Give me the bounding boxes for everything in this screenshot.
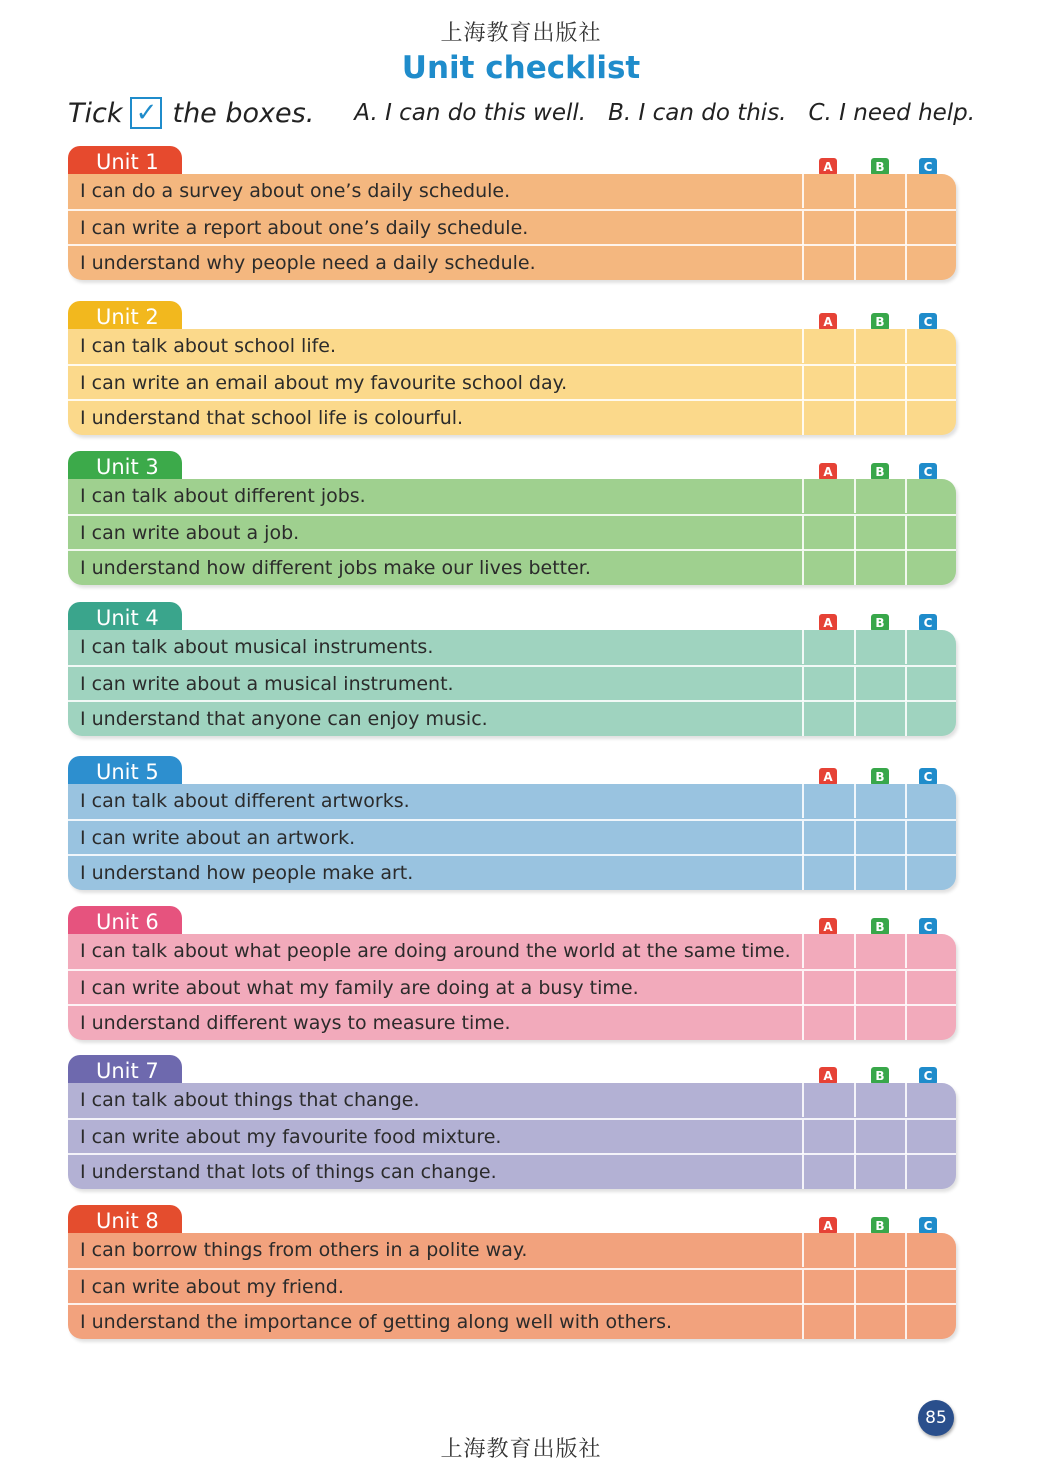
statement-text: I can write about my favourite food mixture. [80, 1126, 502, 1148]
rating-badge-c: C [919, 768, 937, 786]
unit-label-tab: Unit 4 [68, 602, 182, 640]
tick-box-b[interactable] [854, 1155, 904, 1189]
tick-box-c[interactable] [905, 246, 955, 280]
tick-box-b[interactable] [854, 246, 904, 280]
tick-example-checkbox: ✓ [130, 97, 162, 129]
statement-row [68, 1004, 956, 1040]
statement-text: I can talk about different artworks. [80, 790, 410, 812]
unit-block [68, 146, 956, 280]
tick-box-a[interactable] [802, 1120, 852, 1154]
tick-box-a[interactable] [802, 630, 852, 664]
statement-text: I can write about a job. [80, 522, 300, 544]
tick-box-a[interactable] [802, 702, 852, 736]
tick-box-a[interactable] [802, 329, 852, 363]
rating-badge-a: A [819, 768, 837, 786]
unit-label-tab: Unit 1 [68, 146, 182, 184]
statement-text: I understand that school life is colourful. [80, 407, 464, 429]
rating-badge-b: B [871, 313, 889, 331]
statement-row [68, 819, 956, 855]
tick-box-b[interactable] [854, 366, 904, 400]
statement-row [68, 1083, 956, 1117]
tick-box-a[interactable] [802, 1155, 852, 1189]
tick-box-c[interactable] [905, 1233, 955, 1267]
statement-text: I can write about an artwork. [80, 827, 356, 849]
tick-box-b[interactable] [854, 1083, 904, 1117]
statement-row [68, 969, 956, 1005]
tick-box-c[interactable] [905, 1006, 955, 1040]
unit-statement-table [68, 479, 956, 585]
rating-badge-c: C [919, 1067, 937, 1085]
unit-block [68, 602, 956, 736]
tick-box-c[interactable] [905, 1305, 955, 1339]
statement-row [68, 209, 956, 245]
statement-text: I understand why people need a daily schedule. [80, 252, 536, 274]
tick-box-b[interactable] [854, 821, 904, 855]
statement-text: I understand how different jobs make our lives better. [80, 557, 591, 579]
tick-box-b[interactable] [854, 856, 904, 890]
unit-statement-table [68, 1083, 956, 1189]
unit-label-tab: Unit 6 [68, 906, 182, 944]
tick-box-b[interactable] [854, 934, 904, 968]
rating-badge-a: A [819, 614, 837, 632]
tick-box-a[interactable] [802, 401, 852, 435]
tick-box-c[interactable] [905, 971, 955, 1005]
statement-row [68, 364, 956, 400]
unit-statement-table [68, 1233, 956, 1339]
tick-box-b[interactable] [854, 329, 904, 363]
rating-badge-a: A [819, 463, 837, 481]
rating-badge-c: C [919, 463, 937, 481]
tick-box-c[interactable] [905, 479, 955, 513]
tick-box-a[interactable] [802, 551, 852, 585]
rating-badge-c: C [919, 918, 937, 936]
tick-box-c[interactable] [905, 1120, 955, 1154]
rating-badge-a: A [819, 1217, 837, 1235]
tick-box-c[interactable] [905, 516, 955, 550]
tick-box-b[interactable] [854, 174, 904, 208]
statement-text: I can talk about musical instruments. [80, 636, 434, 658]
tick-box-b[interactable] [854, 516, 904, 550]
page-number: 85 [918, 1400, 954, 1436]
tick-box-a[interactable] [802, 784, 852, 818]
page-title: Unit checklist [401, 50, 641, 86]
statement-row [68, 514, 956, 550]
unit-statement-table [68, 174, 956, 280]
tick-box-a[interactable] [802, 1083, 852, 1117]
tick-box-a[interactable] [802, 856, 852, 890]
statement-text: I understand the importance of getting along well with others. [80, 1311, 673, 1333]
tick-box-c[interactable] [905, 366, 955, 400]
unit-label-tab: Unit 8 [68, 1205, 182, 1243]
statement-text: I understand different ways to measure time. [80, 1012, 511, 1034]
tick-box-c[interactable] [905, 784, 955, 818]
tick-box-c[interactable] [905, 1155, 955, 1189]
statement-row [68, 244, 956, 280]
unit-block [68, 1205, 956, 1339]
unit-statement-table [68, 630, 956, 736]
tick-box-c[interactable] [905, 934, 955, 968]
tick-box-c[interactable] [905, 821, 955, 855]
tick-box-b[interactable] [854, 667, 904, 701]
statement-row [68, 329, 956, 363]
tick-box-a[interactable] [802, 174, 852, 208]
statement-row [68, 1268, 956, 1304]
statement-text: I can write about what my family are doing at a busy time. [80, 977, 639, 999]
tick-box-c[interactable] [905, 856, 955, 890]
unit-label-tab: Unit 2 [68, 301, 182, 339]
option-c-text: C. I need help. [808, 100, 976, 126]
unit-block [68, 451, 956, 585]
tick-box-a[interactable] [802, 516, 852, 550]
statement-row [68, 1118, 956, 1154]
tick-box-b[interactable] [854, 1233, 904, 1267]
tick-box-b[interactable] [854, 551, 904, 585]
unit-label-tab: Unit 3 [68, 451, 182, 489]
tick-box-b[interactable] [854, 1270, 904, 1304]
statement-text: I can talk about different jobs. [80, 485, 366, 507]
tick-box-c[interactable] [905, 1270, 955, 1304]
statement-row [68, 1153, 956, 1189]
tick-box-b[interactable] [854, 702, 904, 736]
tick-box-c[interactable] [905, 630, 955, 664]
tick-box-a[interactable] [802, 971, 852, 1005]
tick-box-a[interactable] [802, 479, 852, 513]
statement-row [68, 174, 956, 208]
unit-statement-table [68, 784, 956, 890]
tick-box-c[interactable] [905, 174, 955, 208]
statement-row [68, 665, 956, 701]
tick-box-b[interactable] [854, 971, 904, 1005]
unit-block [68, 1055, 956, 1189]
tick-box-b[interactable] [854, 1006, 904, 1040]
tick-box-b[interactable] [854, 630, 904, 664]
tick-box-a[interactable] [802, 821, 852, 855]
rating-badge-c: C [919, 158, 937, 176]
rating-badge-b: B [871, 614, 889, 632]
unit-block [68, 906, 956, 1040]
unit-label-tab: Unit 7 [68, 1055, 182, 1093]
tick-box-a[interactable] [802, 934, 852, 968]
statement-row [68, 549, 956, 585]
rating-badge-b: B [871, 158, 889, 176]
tick-box-a[interactable] [802, 1006, 852, 1040]
statement-row [68, 399, 956, 435]
tick-box-a[interactable] [802, 1305, 852, 1339]
unit-statement-table [68, 934, 956, 1040]
statement-text: I understand that anyone can enjoy music. [80, 708, 488, 730]
publisher-footer: 上海教育出版社 [440, 1437, 602, 1462]
statement-text: I can talk about what people are doing around the world at the same time. [80, 940, 791, 962]
tick-box-a[interactable] [802, 211, 852, 245]
statement-row [68, 934, 956, 968]
tick-box-a[interactable] [802, 366, 852, 400]
rating-badge-b: B [871, 768, 889, 786]
rating-badge-a: A [819, 158, 837, 176]
statement-text: I can talk about school life. [80, 335, 337, 357]
option-a-text: A. I can do this well. [354, 100, 587, 126]
rating-badge-c: C [919, 313, 937, 331]
statement-row [68, 1303, 956, 1339]
tick-box-a[interactable] [802, 246, 852, 280]
tick-box-b[interactable] [854, 401, 904, 435]
tick-box-b[interactable] [854, 784, 904, 818]
statement-text: I can do a survey about one’s daily schedule. [80, 180, 511, 202]
tick-box-b[interactable] [854, 1305, 904, 1339]
tick-box-b[interactable] [854, 211, 904, 245]
rating-badge-a: A [819, 313, 837, 331]
instructions-line [68, 93, 997, 133]
tick-box-a[interactable] [802, 667, 852, 701]
statement-row [68, 854, 956, 890]
statement-row [68, 784, 956, 818]
tick-box-b[interactable] [854, 1120, 904, 1154]
rating-badge-b: B [871, 1067, 889, 1085]
unit-statement-table [68, 329, 956, 435]
publisher-header: 上海教育出版社 [440, 21, 602, 46]
rating-badge-c: C [919, 1217, 937, 1235]
tick-box-c[interactable] [905, 1083, 955, 1117]
statement-text: I understand how people make art. [80, 862, 414, 884]
statement-text: I can borrow things from others in a polite way. [80, 1239, 528, 1261]
tick-box-c[interactable] [905, 702, 955, 736]
tick-box-a[interactable] [802, 1233, 852, 1267]
rating-badge-b: B [871, 463, 889, 481]
statement-text: I can write about my friend. [80, 1276, 344, 1298]
unit-block [68, 301, 956, 435]
statement-row [68, 1233, 956, 1267]
statement-row [68, 700, 956, 736]
unit-label-tab: Unit 5 [68, 756, 182, 794]
tick-box-b[interactable] [854, 479, 904, 513]
rating-badge-c: C [919, 614, 937, 632]
tick-box-a[interactable] [802, 1270, 852, 1304]
tick-box-c[interactable] [905, 667, 955, 701]
rating-badge-a: A [819, 918, 837, 936]
unit-block [68, 756, 956, 890]
tick-box-c[interactable] [905, 401, 955, 435]
tick-box-c[interactable] [905, 551, 955, 585]
statement-text: I can write about a musical instrument. [80, 673, 454, 695]
statement-text: I can talk about things that change. [80, 1089, 420, 1111]
rating-badge-b: B [871, 1217, 889, 1235]
statement-row [68, 630, 956, 664]
tick-box-c[interactable] [905, 329, 955, 363]
instruction-boxes-word: the boxes. [172, 97, 315, 129]
statement-text: I understand that lots of things can change. [80, 1161, 497, 1183]
option-b-text: B. I can do this. [608, 100, 787, 126]
tick-box-c[interactable] [905, 211, 955, 245]
statement-text: I can write an email about my favourite school day. [80, 372, 568, 394]
rating-badge-a: A [819, 1067, 837, 1085]
statement-text: I can write a report about one’s daily schedule. [80, 217, 529, 239]
instruction-tick-word: Tick [68, 97, 123, 129]
statement-row [68, 479, 956, 513]
rating-badge-b: B [871, 918, 889, 936]
